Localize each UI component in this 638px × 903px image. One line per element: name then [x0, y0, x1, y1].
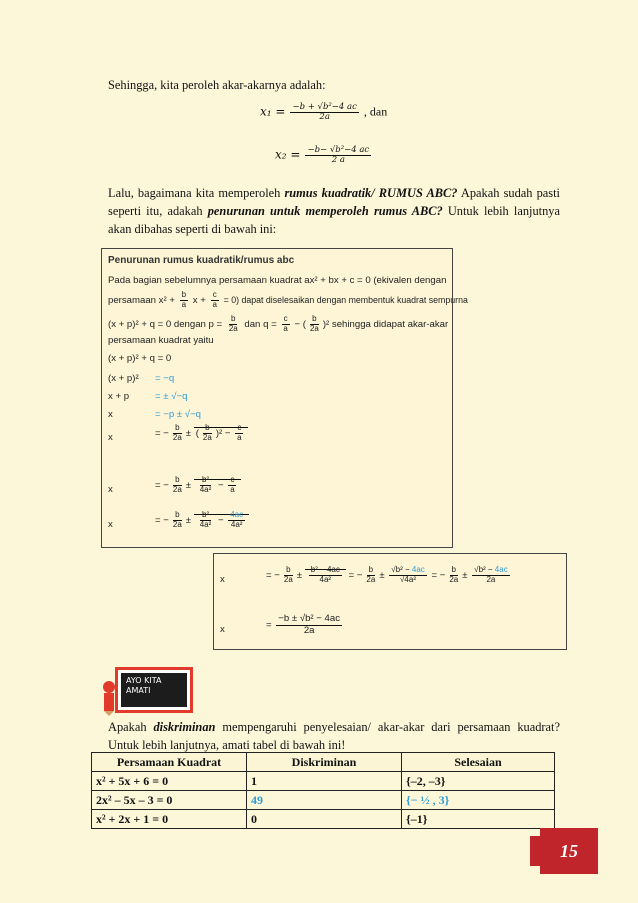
page-number: 15: [560, 840, 578, 861]
table-cell: 1: [247, 772, 402, 791]
derivation-line-1: Pada bagian sebelumnya persamaan kuadrat ax² + bx + c = 0 (ekivalen dengan: [108, 275, 447, 286]
table-header: Diskriminan: [247, 753, 402, 772]
paragraph-abc: [108, 184, 560, 238]
pencil-character-icon: [98, 678, 120, 716]
derivation-line-2: persamaan x² + $\frac{b}{a}$ x + $\frac{c}{a}$ = 0) dapat diselesaikan dengan membentuk kuadrat sempurna: [108, 290, 468, 309]
x1-lhs: x₁ =: [260, 104, 286, 119]
page-number-badge: [540, 828, 598, 874]
para-bold-1: rumus kuadratik/ RUMUS ABC?: [284, 186, 458, 200]
para-a: Lalu, bagaimana kita memperoleh: [108, 186, 285, 200]
x1-fraction: [290, 103, 358, 123]
question-bold: diskriminan: [153, 720, 216, 734]
table-header-row: [92, 753, 555, 772]
question-text: Apakah diskriminan mempengaruhi penyelesaian/ akar-akar dari persamaan kuadrat? Untuk lebih lanjutnya, amati tabel di bawah ini!: [108, 720, 560, 752]
x1-denominator: 2a: [319, 112, 330, 123]
table-row: [92, 810, 555, 829]
derivation-box-2: [213, 553, 567, 650]
formula-x2: [275, 146, 373, 166]
discriminant-table: [91, 752, 555, 829]
table-cell: 49: [247, 791, 402, 810]
step-5: x = − $\frac{b}{2a}$ ± ( $\frac{b}{2a}$ )² − $\frac{c}{a}$: [108, 432, 308, 443]
box2-row-1: = − $\frac{b}{2a}$ ± $\frac{\text{b² − 4ac}}{\text{4a²}}$ = − $\frac{b}{2a}$ ± $\frac{\text{√b² − 4ac}}{\text{√4a²}}$ = − $\frac{b}{2a}$ ± $\frac{\text{√b² − 4ac}}{2a}$: [266, 565, 508, 584]
derivation-title: Penurunan rumus kuadratik/rumus abc: [108, 255, 295, 266]
para-c: Apakah sudah pasti seperti itu, adakah: [108, 186, 560, 218]
para-e: Untuk lebih lanjutnya akan dibahas seperti di bawah ini:: [108, 204, 560, 236]
table-cell: x² + 2x + 1 = 0: [92, 810, 247, 829]
derivation-line-4: persamaan kuadrat yaitu: [108, 335, 214, 346]
table-header: Selesaian: [402, 753, 555, 772]
table-row: [92, 791, 555, 810]
x1-tail: , dan: [363, 104, 388, 119]
derivation-box: [101, 248, 468, 548]
para-bold-2: penurunan untuk memperoleh rumus ABC?: [207, 204, 443, 218]
x2-lhs: x₂ =: [275, 147, 301, 162]
board-line-2: AMATI: [126, 686, 151, 695]
step-6: x = − $\frac{b}{2a}$ ± $\frac{\text{b²}}{\text{4a²}}$ − $\frac{c}{a}$: [108, 484, 308, 495]
box2-x-1: x: [220, 574, 225, 585]
box2-row-2: = $\frac{\text{−b ± √b² − 4ac}}{2a}$: [266, 613, 341, 636]
step-2: (x + p)² = −q: [108, 373, 175, 384]
table-cell: 2x² – 5x – 3 = 0: [92, 791, 247, 810]
box2-x-2: x: [220, 624, 225, 635]
table-cell: {–2, –3}: [402, 772, 555, 791]
table-cell: {− ½ , 3}: [402, 791, 555, 810]
x2-numerator: −b− √b²−4 ac: [307, 145, 370, 155]
intro-text: Sehingga, kita peroleh akar-akarnya adalah:: [108, 78, 326, 92]
x2-denominator: 2 a: [331, 155, 345, 166]
table-cell: x² + 5x + 6 = 0: [92, 772, 247, 791]
table-row: [92, 772, 555, 791]
step-3: x + p = ± √−q: [108, 391, 188, 402]
table-header: Persamaan Kuadrat: [92, 753, 247, 772]
board-line-1: AYO KITA: [126, 676, 162, 685]
table-cell: {–1}: [402, 810, 555, 829]
table-cell: 0: [247, 810, 402, 829]
derivation-line-3: (x + p)² + q = 0 dengan p = $\frac{b}{2a}$ dan q = $\frac{c}{a}$ − ( $\frac{b}{2a}$ )² sehingga didapat akar-akar: [108, 314, 449, 333]
x2-fraction: [305, 146, 371, 166]
ayo-kita-amati-board: [115, 667, 193, 713]
step-7: x = − $\frac{b}{2a}$ ± $\frac{\text{b²}}{\text{4a²}}$ − $\frac{4ac}{\text{4a²}}$: [108, 519, 308, 530]
step-1: (x + p)² + q = 0: [108, 353, 172, 364]
formula-x1: [260, 103, 387, 123]
step-4: x = −p ± √−q: [108, 409, 202, 420]
x1-numerator: −b + √b²−4 ac: [292, 102, 357, 112]
